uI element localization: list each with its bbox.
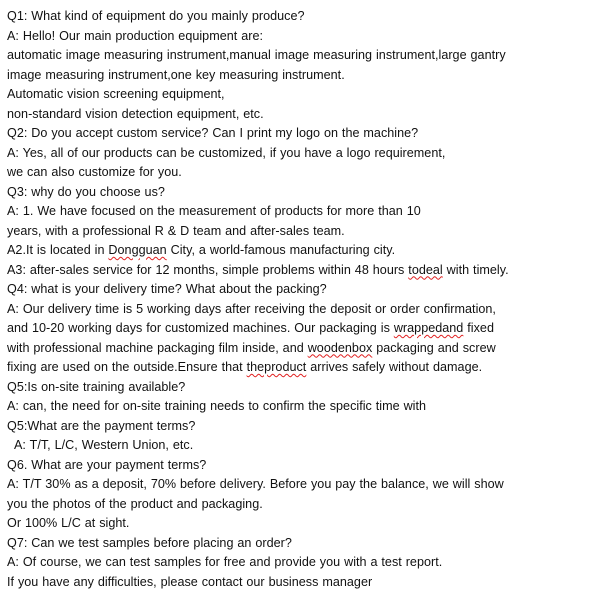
faq-line: automatic image measuring instrument,manual image measuring instrument,large gantry [7, 48, 506, 62]
faq-line: fixing are used on the outside.Ensure that theproduct arrives safely without damage. [7, 360, 483, 374]
faq-line: A: T/T 30% as a deposit, 70% before delivery. Before you pay the balance, we will show [7, 477, 504, 491]
faq-line: and 10-20 working days for customized machines. Our packaging is wrappedand fixed [7, 321, 494, 335]
faq-line: Q6. What are your payment terms? [7, 457, 207, 472]
faq-line: A2.It is located in Dongguan City, a world-famous manufacturing city. [7, 243, 396, 257]
faq-line: Q1: What kind of equipment do you mainly produce? [7, 9, 305, 23]
faq-line: A: 1. We have focused on the measurement of products for more than 10 [7, 204, 421, 218]
faq-line: A: can, the need for on-site training needs to confirm the specific time with [7, 399, 427, 413]
faq-line: non-standard vision detection equipment, etc. [7, 106, 264, 121]
faq-line: A: T/T, L/C, Western Union, etc. [14, 438, 194, 452]
faq-line: you the photos of the product and packaging. [7, 496, 263, 511]
faq-line: Automatic vision screening equipment, [7, 87, 225, 101]
faq-line: A: Of course, we can test samples for free and provide you with a test report. [7, 555, 443, 569]
spellcheck-flagged-word: Dongguan [108, 243, 167, 257]
faq-line: Q5:Is on-site training available? [7, 379, 186, 394]
faq-line: image measuring instrument,one key measuring instrument. [7, 67, 345, 82]
spellcheck-flagged-word: theproduct [246, 360, 307, 374]
faq-line: we can also customize for you. [7, 165, 182, 179]
faq-line: A: Our delivery time is 5 working days after receiving the deposit or order confirmation, [7, 301, 496, 316]
faq-line: Q7: Can we test samples before placing an order? [7, 535, 292, 550]
faq-line: Or 100% L/C at sight. [7, 516, 130, 530]
faq-line: years, with a professional R & D team and after-sales team. [7, 223, 345, 238]
faq-line: Q5:What are the payment terms? [7, 418, 196, 433]
faq-line: A3: after-sales service for 12 months, simple problems within 48 hours todeal with timely. [7, 262, 509, 277]
faq-line: Q2: Do you accept custom service? Can I print my logo on the machine? [7, 126, 419, 140]
faq-line: Q4: what is your delivery time? What about the packing? [7, 282, 327, 296]
spellcheck-flagged-word: wrappedand [393, 321, 464, 335]
spellcheck-flagged-word: todeal [408, 262, 443, 277]
faq-line: If you have any difficulties, please contact our business manager [7, 574, 373, 589]
faq-line: A: Hello! Our main production equipment are: [7, 28, 263, 43]
faq-line: Q3: why do you choose us? [7, 184, 165, 199]
faq-line: A: Yes, all of our products can be customized, if you have a logo requirement, [7, 145, 446, 160]
faq-line: with professional machine packaging film inside, and woodenbox packaging and screw [7, 340, 496, 355]
spellcheck-flagged-word: woodenbox [307, 340, 373, 355]
